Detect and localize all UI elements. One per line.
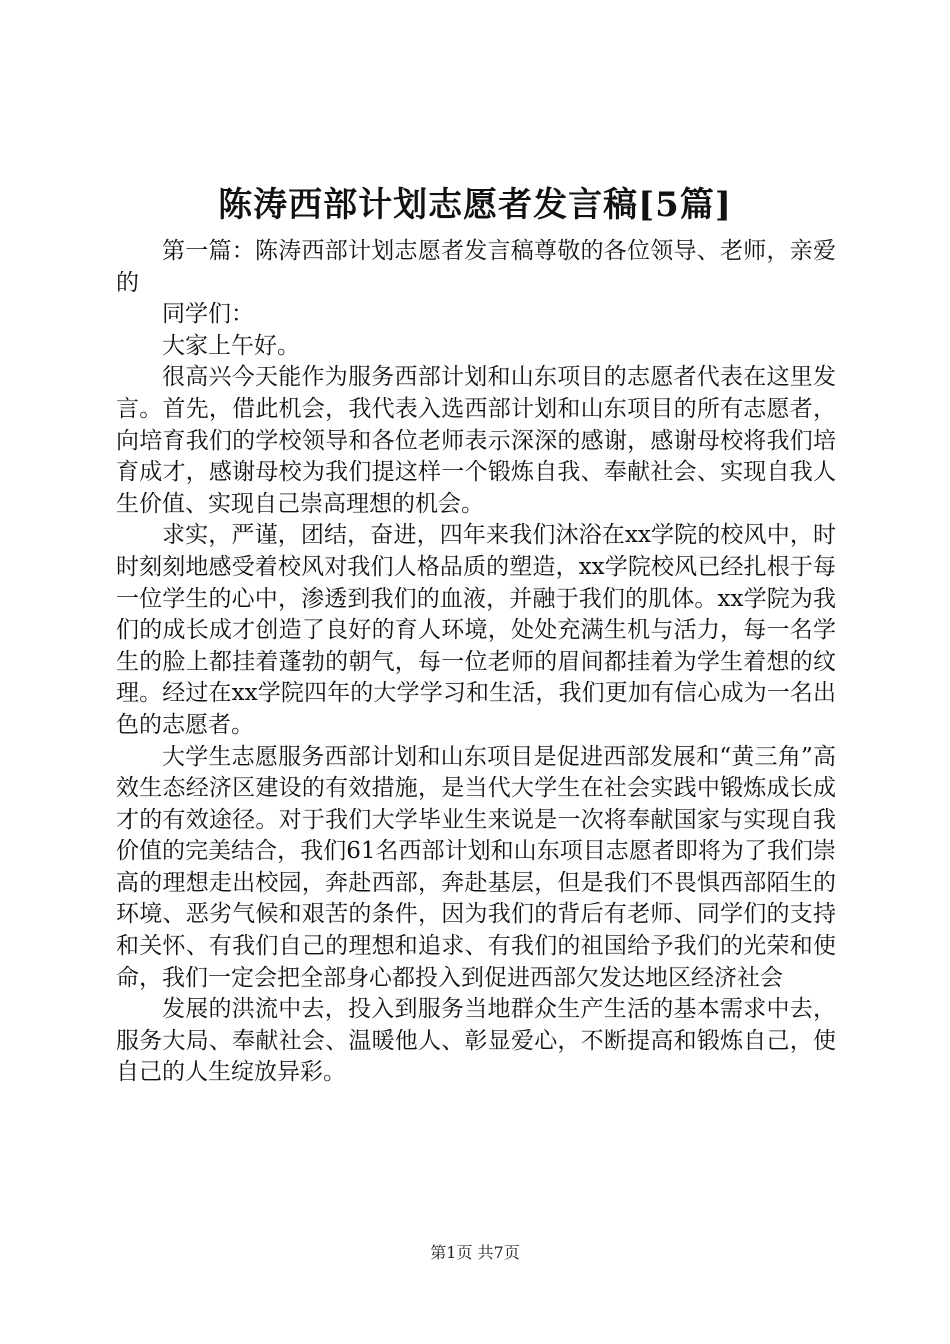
paragraph: 很高兴今天能作为服务西部计划和山东项目的志愿者代表在这里发言。首先，借此机会，我代表入选西部计划和山东项目的所有志愿者，向培育我们的学校领导和各位老师表示深深的感谢，感谢母校将我们培育成才，感谢母校为我们提这样一个锻炼自我、奉献社会、实现自我人生价值、实现自己崇高理想的机会。	[116, 364, 836, 517]
paragraph: 求实，严谨，团结，奋进，四年来我们沐浴在xx学院的校风中，时时刻刻地感受着校风对我们人格品质的塑造，xx学院校风已经扎根于每一位学生的心中，渗透到我们的血液，并融于我们的肌体。xx学院为我们的成长成才创造了良好的育人环境，处处充满生机与活力，每一名学生的脸上都挂着蓬勃的朝气，每一位老师的眉间都挂着为学生着想的纹理。经过在xx学院四年的大学学习和生活，我们更加有信心成为一名出色的志愿者。	[116, 522, 836, 738]
paragraph: 同学们：	[162, 301, 254, 328]
paragraph: 第一篇：陈涛西部计划志愿者发言稿尊敬的各位领导、老师，亲爱的	[116, 238, 836, 296]
paragraph: 大学生志愿服务西部计划和山东项目是促进西部发展和“黄三角”高效生态经济区建设的有效措施，是当代大学生在社会实践中锻炼成长成才的有效途径。对于我们大学毕业生来说是一次将奉献国家与实现自我价值的完美结合，我们61名西部计划和山东项目志愿者即将为了我们崇高的理想走出校园，奔赴西部，奔赴基层，但是我们不畏惧西部陌生的环境、恶劣气候和艰苦的条件，因为我们的背后有老师、同学们的支持和关怀、有我们自己的理想和追求、有我们的祖国给予我们的光荣和使命，我们一定会把全部身心都投入到促进西部欠发达地区经济社会	[116, 743, 836, 991]
document-body	[116, 236, 836, 1089]
paragraph: 大家上午好。	[162, 332, 300, 359]
page-footer: 第1页 共7页	[430, 1243, 520, 1262]
paragraph: 发展的洪流中去，投入到服务当地群众生产生活的基本需求中去，服务大局、奉献社会、温暖他人、彰显爱心，不断提高和锻炼自己，使自己的人生绽放异彩。	[116, 996, 836, 1086]
document-title: 陈涛西部计划志愿者发言稿[5篇]	[218, 185, 732, 225]
